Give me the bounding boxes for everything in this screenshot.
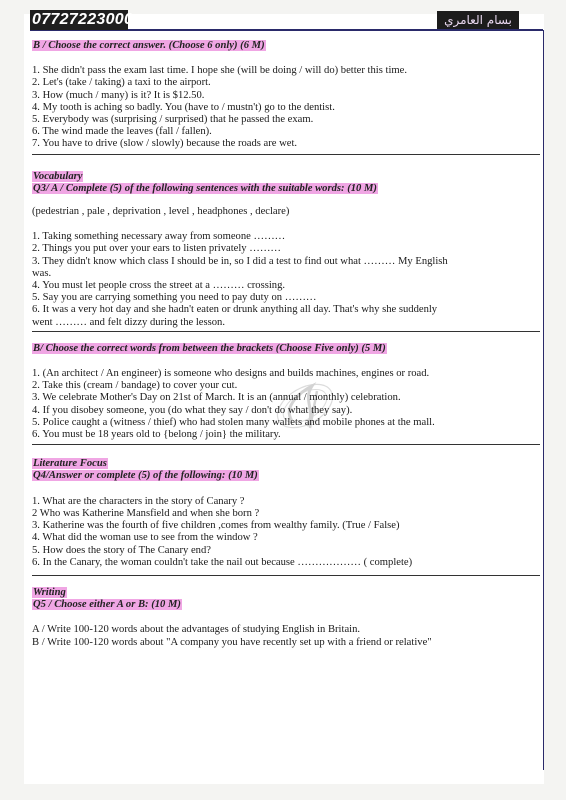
list-item: 5. Everybody was (surprising / surprised) that he passed the exam. <box>32 114 314 126</box>
list-item: 4. You must let people cross the street at a ……… crossing. <box>32 280 286 292</box>
list-item: 1. Taking something necessary away from someone ……… <box>32 231 286 243</box>
q3b-heading: B/ Choose the correct words from between the brackets (Choose Five only) (5 M) <box>33 342 386 354</box>
list-item: 6. You must be 18 years old to {belong / join} the military. <box>32 429 281 441</box>
list-item: 3. How (much / many) is it? It is $12.50. <box>32 89 205 101</box>
q4-heading: Q4/Answer or complete (5) of the following: (10 M) <box>33 470 258 482</box>
section-b-questions <box>32 65 542 150</box>
list-item: 4. If you disobey someone, you (do what they say / don't do what they say). <box>32 404 353 416</box>
phone-number-banner: 07727223000 <box>32 11 134 28</box>
list-item: 5. How does the story of The Canary end? <box>32 544 211 556</box>
section-divider <box>32 575 540 576</box>
q5-options <box>32 624 542 648</box>
list-item: 2. Things you put over your ears to listen privately ……… <box>32 243 282 255</box>
list-item: 3. Katherine was the fourth of five children ,comes from wealthy family. (True / False) <box>32 520 400 532</box>
list-item: 3. They didn't know which class I should be in, so I did a test to find out what ……… My English <box>32 255 448 267</box>
list-item: went ……… and felt dizzy during the lesson. <box>32 316 225 328</box>
q3a-heading: Q3/ A / Complete (5) of the following sentences with the suitable words: (10 M) <box>33 182 377 194</box>
word-bank: (pedestrian , pale , deprivation , level , headphones , declare) <box>32 206 290 218</box>
list-item: A / Write 100-120 words about the advantages of studying English in Britain. <box>32 624 361 636</box>
author-logo: بسام العامري <box>437 11 519 29</box>
list-item: 6. In the Canary, the woman couldn't take the nail out because ……………… ( complete) <box>32 556 413 568</box>
page-border-right <box>543 30 544 770</box>
list-item: was. <box>32 267 52 279</box>
list-item: 4. My tooth is aching so badly. You (have to / mustn't) go to the dentist. <box>32 101 335 113</box>
list-item: 5. Say you are carrying something you need to pay duty on ……… <box>32 292 317 304</box>
list-item: 5. Police caught a (witness / thief) who had stolen many wallets and mobile phones at the mall. <box>32 416 435 428</box>
q4-questions <box>32 496 542 569</box>
literature-title: Literature Focus <box>33 458 107 470</box>
list-item: 2 Who was Katherine Mansfield and when she born ? <box>32 507 260 519</box>
list-item: 6. It was a very hot day and she hadn't eaten or drunk anything all day. That's why she suddenly <box>32 304 438 316</box>
vocabulary-title: Vocabulary <box>33 170 83 182</box>
section-divider <box>32 154 540 155</box>
list-item: 4. What did the woman use to see from the window ? <box>32 532 258 544</box>
list-item: 2. Take this (cream / bandage) to cover your cut. <box>32 380 238 392</box>
list-item: B / Write 100-120 words about "A company you have recently set up with a friend or relative" <box>32 636 432 648</box>
section-divider <box>32 444 540 445</box>
q5-heading: Q5 / Choose either A or B: (10 M) <box>33 599 181 611</box>
list-item: 1. She didn't pass the exam last time. I hope she (will be doing / will do) better this time. <box>32 65 407 77</box>
writing-title: Writing <box>33 586 66 598</box>
list-item: 6. The wind made the leaves (fall / fallen). <box>32 126 212 138</box>
list-item: 2. Let's (take / taking) a taxi to the airport. <box>32 77 211 89</box>
list-item: 1. What are the characters in the story of Canary ? <box>32 495 245 507</box>
section-divider <box>32 331 540 332</box>
list-item: 7. You have to drive (slow / slowly) because the roads are wet. <box>32 138 298 150</box>
q3a-questions <box>32 231 542 329</box>
exam-content <box>32 40 542 649</box>
list-item: 1. (An architect / An engineer) is someone who designs and builds machines, engines or road. <box>32 368 430 380</box>
list-item: 3. We celebrate Mother's Day on 21st of March. It is an (annual / monthly) celebration. <box>32 392 401 404</box>
section-b-heading: B / Choose the correct answer. (Choose 6 only) (6 M) <box>33 40 265 51</box>
q3b-questions <box>32 368 542 441</box>
